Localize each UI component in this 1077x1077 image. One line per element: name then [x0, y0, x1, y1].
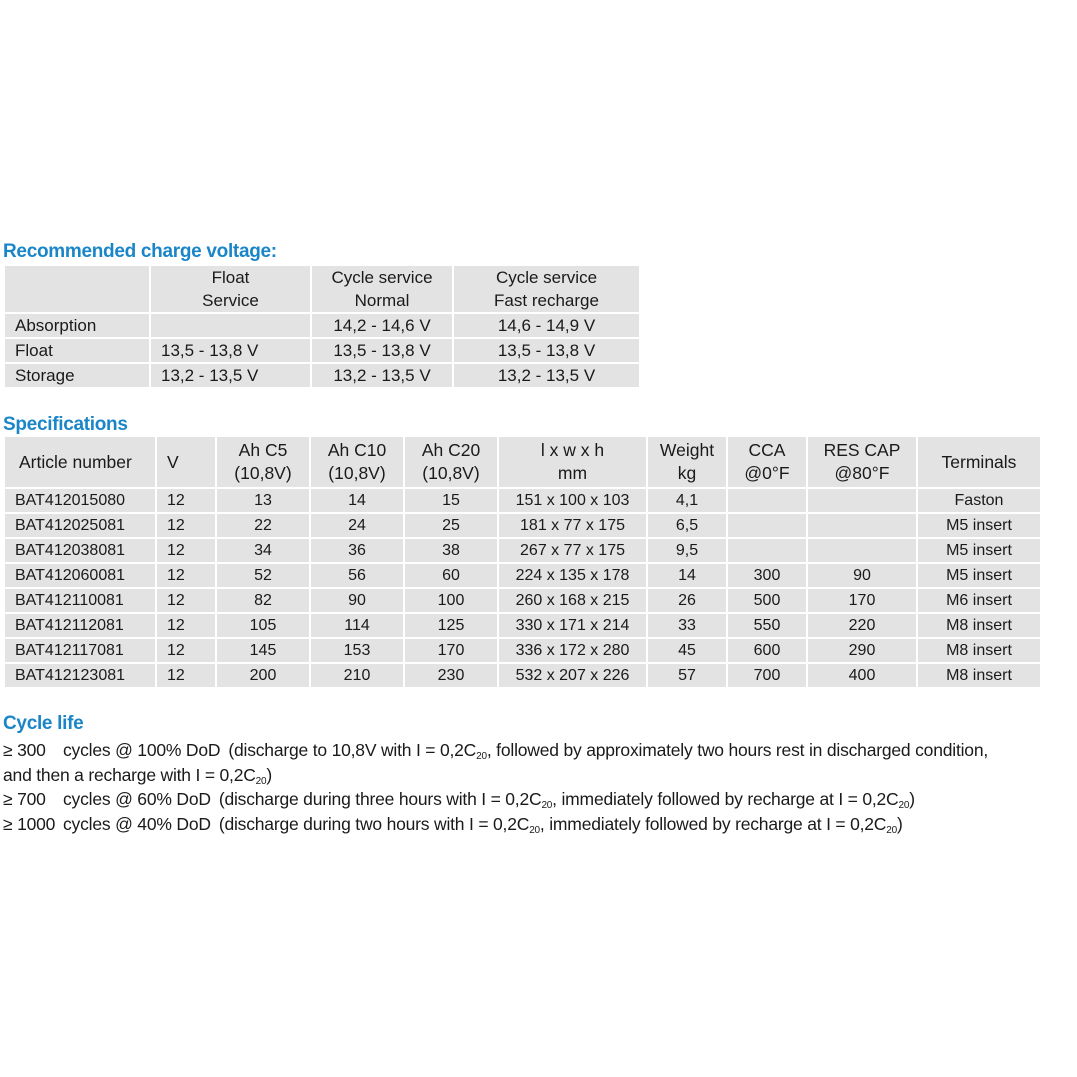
table-row	[5, 314, 639, 337]
table-cell: 12	[157, 489, 215, 512]
table-cell: 33	[648, 614, 726, 637]
table-cell: 100	[405, 589, 497, 612]
header-cell: Terminals	[918, 437, 1040, 487]
table-cell: 36	[311, 539, 403, 562]
table-cell: 12	[157, 614, 215, 637]
table-cell: 145	[217, 639, 309, 662]
row-label: Storage	[5, 364, 149, 387]
cycle-text: and then a recharge with I = 0,2C	[3, 764, 256, 785]
table-cell: 6,5	[648, 514, 726, 537]
cycle-life-line	[3, 763, 1077, 788]
article-number-cell: BAT412117081	[5, 639, 155, 662]
cycle-text: )	[896, 813, 903, 834]
table-cell: 151 x 100 x 103	[499, 489, 646, 512]
table-row	[5, 639, 1040, 662]
table-cell: 210	[311, 664, 403, 687]
table-cell: 330 x 171 x 214	[499, 614, 646, 637]
table-cell: 224 x 135 x 178	[499, 564, 646, 587]
table-row	[5, 339, 639, 362]
header-cell: Ah C10 (10,8V)	[311, 437, 403, 487]
cycle-life-heading: Cycle life	[3, 713, 84, 734]
table-cell: 26	[648, 589, 726, 612]
table-cell: M8 insert	[918, 614, 1040, 637]
table-header-row	[5, 437, 1040, 487]
table-cell: 56	[311, 564, 403, 587]
table-cell: 12	[157, 539, 215, 562]
article-number-cell: BAT412112081	[5, 614, 155, 637]
table-cell: 13,5 - 13,8 V	[312, 339, 452, 362]
cycle-count: ≥ 700	[3, 789, 46, 809]
table-cell	[728, 539, 806, 562]
cycle-count: ≥ 1000	[3, 813, 56, 834]
table-cell: M8 insert	[918, 639, 1040, 662]
header-cell: Weight kg	[648, 437, 726, 487]
table-cell: 15	[405, 489, 497, 512]
table-cell: 300	[728, 564, 806, 587]
table-cell	[728, 514, 806, 537]
table-cell: 500	[728, 589, 806, 612]
table-cell: 200	[217, 664, 309, 687]
header-cell: l x w x h mm	[499, 437, 646, 487]
table-cell: 14	[648, 564, 726, 587]
table-row	[5, 364, 639, 387]
table-cell: 267 x 77 x 175	[499, 539, 646, 562]
table-row	[5, 664, 1040, 687]
charge-voltage-table	[3, 264, 641, 389]
table-header-row	[5, 266, 639, 312]
table-cell: 90	[808, 564, 916, 587]
table-cell	[808, 514, 916, 537]
table-cell: 12	[157, 514, 215, 537]
table-cell: 400	[808, 664, 916, 687]
subscript: 20	[886, 824, 897, 836]
table-cell: 13,2 - 13,5 V	[454, 364, 639, 387]
table-cell: M6 insert	[918, 589, 1040, 612]
table-cell: 13,2 - 13,5 V	[151, 364, 310, 387]
cycle-text: , immediately followed by recharge at I = 0,2C	[539, 813, 887, 834]
table-cell: M5 insert	[918, 539, 1040, 562]
table-cell: 14,2 - 14,6 V	[312, 314, 452, 337]
table-cell: 13,5 - 13,8 V	[151, 339, 310, 362]
table-cell: 600	[728, 639, 806, 662]
subscript: 20	[898, 800, 910, 811]
table-cell: 290	[808, 639, 916, 662]
table-row	[5, 539, 1040, 562]
table-cell: 25	[405, 514, 497, 537]
table-row	[5, 489, 1040, 512]
table-cell: 38	[405, 539, 497, 562]
header-cell: Ah C20 (10,8V)	[405, 437, 497, 487]
table-row	[5, 564, 1040, 587]
header-cell: Ah C5 (10,8V)	[217, 437, 309, 487]
row-label: Absorption	[5, 314, 149, 337]
table-cell: 52	[217, 564, 309, 587]
table-cell: 12	[157, 639, 215, 662]
table-cell: 105	[217, 614, 309, 637]
table-cell: 12	[157, 564, 215, 587]
table-cell: 45	[648, 639, 726, 662]
cycle-condition: cycles @ 60% DoD	[63, 789, 211, 809]
specifications-heading: Specifications	[3, 414, 128, 435]
table-cell: 125	[405, 614, 497, 637]
table-cell: 13,2 - 13,5 V	[312, 364, 452, 387]
article-number-cell: BAT412025081	[5, 514, 155, 537]
subscript: 20	[255, 775, 267, 787]
cycle-text: , followed by approximately two hours rest in discharged condition,	[486, 740, 989, 760]
header-cell: V	[157, 437, 215, 487]
cycle-text: (discharge during two hours with I = 0,2C	[218, 813, 530, 834]
header-cell: CCA @0°F	[728, 437, 806, 487]
table-cell: 13,5 - 13,8 V	[454, 339, 639, 362]
table-cell: 532 x 207 x 226	[499, 664, 646, 687]
table-cell: 181 x 77 x 175	[499, 514, 646, 537]
table-cell	[808, 539, 916, 562]
header-cell: RES CAP @80°F	[808, 437, 916, 487]
table-cell	[808, 489, 916, 512]
table-cell: 57	[648, 664, 726, 687]
header-cell	[5, 266, 149, 312]
header-cell: Cycle service Normal	[312, 266, 452, 312]
cycle-count: ≥ 300	[3, 740, 46, 760]
cycle-text: )	[909, 789, 915, 809]
table-cell: 14,6 - 14,9 V	[454, 314, 639, 337]
table-cell: 153	[311, 639, 403, 662]
subscript: 20	[541, 800, 553, 811]
table-cell: Faston	[918, 489, 1040, 512]
specifications-table	[3, 435, 1042, 689]
cycle-text: , immediately followed by recharge at I = 0,2C	[552, 789, 899, 809]
table-cell: 114	[311, 614, 403, 637]
table-cell: 700	[728, 664, 806, 687]
cycle-text: (discharge during three hours with I = 0,2C	[218, 789, 542, 809]
table-cell	[151, 314, 310, 337]
cycle-text: )	[266, 764, 273, 785]
table-cell: 24	[311, 514, 403, 537]
table-cell: 14	[311, 489, 403, 512]
article-number-cell: BAT412038081	[5, 539, 155, 562]
table-cell: 550	[728, 614, 806, 637]
table-cell: 13	[217, 489, 309, 512]
cycle-life-line	[3, 787, 1077, 812]
table-cell: 60	[405, 564, 497, 587]
table-cell: M5 insert	[918, 514, 1040, 537]
article-number-cell: BAT412110081	[5, 589, 155, 612]
cycle-life-line	[3, 812, 1077, 837]
table-row	[5, 614, 1040, 637]
table-cell: 12	[157, 589, 215, 612]
article-number-cell: BAT412015080	[5, 489, 155, 512]
table-cell: 22	[217, 514, 309, 537]
row-label: Float	[5, 339, 149, 362]
charge-voltage-heading: Recommended charge voltage:	[3, 241, 277, 262]
table-cell: 230	[405, 664, 497, 687]
table-cell: 12	[157, 664, 215, 687]
article-number-cell: BAT412123081	[5, 664, 155, 687]
table-cell: 220	[808, 614, 916, 637]
table-row	[5, 514, 1040, 537]
table-row	[5, 589, 1040, 612]
header-cell: Float Service	[151, 266, 310, 312]
table-cell: 336 x 172 x 280	[499, 639, 646, 662]
table-cell: 34	[217, 539, 309, 562]
table-cell: 4,1	[648, 489, 726, 512]
table-cell: 170	[405, 639, 497, 662]
table-cell: 260 x 168 x 215	[499, 589, 646, 612]
header-cell: Cycle service Fast recharge	[454, 266, 639, 312]
article-number-cell: BAT412060081	[5, 564, 155, 587]
subscript: 20	[476, 751, 487, 762]
cycle-life-line	[3, 738, 1077, 763]
subscript: 20	[529, 824, 540, 836]
cycle-condition: cycles @ 100% DoD	[63, 740, 221, 760]
table-cell: 9,5	[648, 539, 726, 562]
table-cell: 170	[808, 589, 916, 612]
cycle-condition: cycles @ 40% DoD	[63, 813, 211, 834]
table-cell: M5 insert	[918, 564, 1040, 587]
cycle-text: (discharge to 10,8V with I = 0,2C	[228, 740, 477, 760]
header-cell: Article number	[5, 437, 155, 487]
table-cell: M8 insert	[918, 664, 1040, 687]
cycle-life-text	[3, 738, 1077, 836]
table-cell	[728, 489, 806, 512]
table-cell: 82	[217, 589, 309, 612]
table-cell: 90	[311, 589, 403, 612]
